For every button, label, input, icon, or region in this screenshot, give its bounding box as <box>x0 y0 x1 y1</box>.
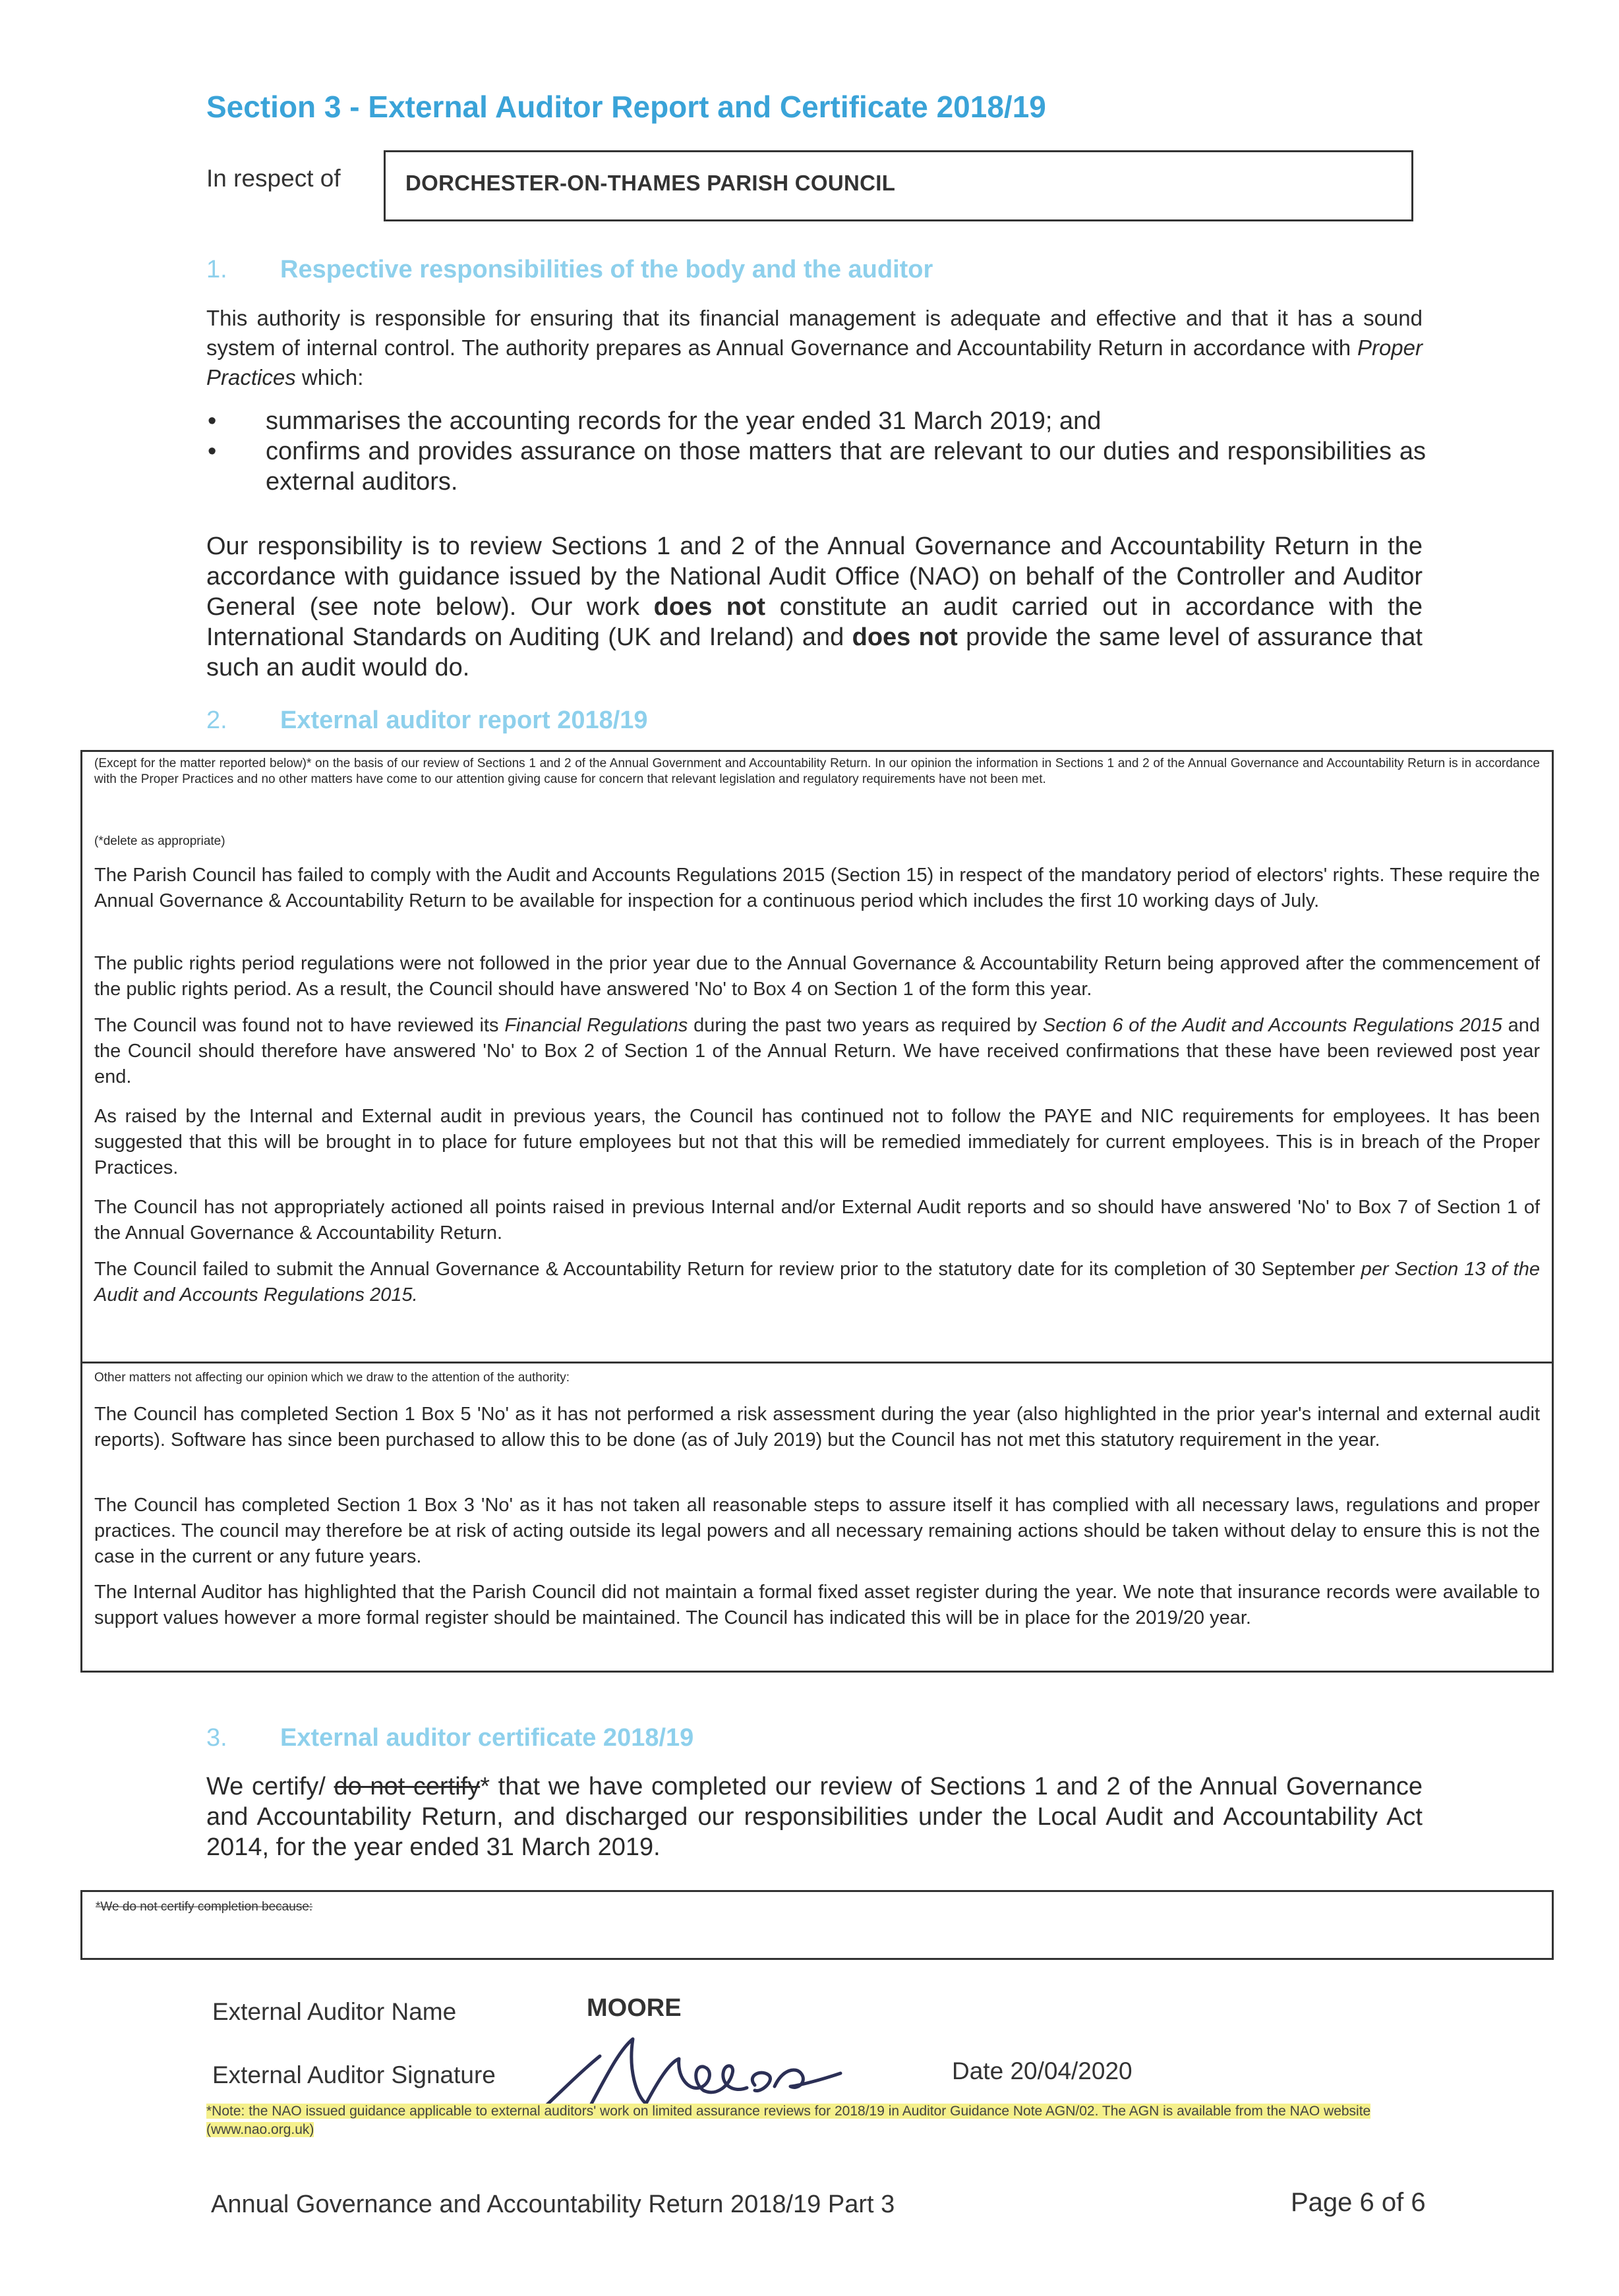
intro-proper-practices: Proper Practices <box>206 335 1423 389</box>
auditor-report-box <box>80 750 1554 1673</box>
report-text: during the past two years as required by <box>688 1015 1043 1036</box>
report-paragraph <box>94 1013 1540 1090</box>
section-1-title: Respective responsibilities of the body and the auditor <box>280 256 933 283</box>
report-divider <box>82 1362 1552 1363</box>
certificate-text-b: * that we have completed our review of Sections 1 and 2 of the Annual Governance and Accountability Return, and discharged our responsibilities under the Local Audit and Accountability Act 2014, for the year ended 31 March 2019. <box>206 1773 1423 1861</box>
bullet-item <box>206 406 1426 436</box>
bullet-text: confirms and provides assurance on those matters that are relevant to our duties and responsibilities as external auditors. <box>266 438 1426 496</box>
responsibility-text-a: Our responsibility is to review Sections 1 and 2 of the Annual Governance and Accountability Return in the accordance with guidance issued by the National Audit Office (NAO) on behalf of the Controller and Auditor General (see note below). Our work <box>206 532 1423 621</box>
certificate-statement <box>206 1771 1423 1862</box>
report-text: The Council was found not to have reviewed its <box>94 1015 505 1036</box>
responsibility-bold-a: does not <box>653 593 766 621</box>
certificate-text-a: We certify/ <box>206 1773 334 1800</box>
intro-text-b: which: <box>295 365 364 389</box>
date-label: Date <box>952 2057 1004 2084</box>
page-number: Page 6 of 6 <box>1291 2188 1426 2217</box>
section-2-number: 2. <box>206 706 227 734</box>
authority-name: DORCHESTER-ON-THAMES PARISH COUNCIL <box>405 171 896 195</box>
auditor-name-label: External Auditor Name <box>212 1998 457 2025</box>
responsibility-text-b: constitute an audit carried out in accordance with the International Standards on Auditing (UK and Ireland) and <box>206 593 1423 651</box>
authority-name-box <box>384 150 1413 221</box>
date-field <box>952 2057 1133 2085</box>
other-matter-paragraph: The Internal Auditor has highlighted that the Parish Council did not maintain a formal fixed asset register during the year. We note that insurance records were available to support values however a more formal register should be maintained. The Council has indicated this will be in place for the 2019/20 year. <box>94 1582 1540 1628</box>
bullet-item <box>206 436 1426 497</box>
certificate-struck-text: do not certify <box>334 1773 481 1800</box>
respect-label: In respect of <box>206 165 341 192</box>
section-2-title: External auditor report 2018/19 <box>280 706 648 734</box>
nao-note-text: *Note: the NAO issued guidance applicable to external auditors' work on limited assurance reviews for 2018/19 in Auditor Guidance Note AGN/02. The AGN is available from the NAO website (www.nao.org.uk) <box>206 2104 1371 2137</box>
other-matter-paragraph: The Council has completed Section 1 Box 3 'No' as it has not taken all reasonable steps to assure itself it has complied with all necessary laws, regulations and proper practices. The council may therefore be at risk of acting outside its legal powers and all necessary remaining actions should be taken without delay to ensure this is not the case in the current or any future years. <box>94 1495 1540 1567</box>
report-paragraph: The Council has not appropriately actioned all points raised in previous Internal and/or External Audit reports and so should have answered 'No' to Box 7 of Section 1 of the Annual Governance & Accountability Return. <box>94 1197 1540 1244</box>
report-paragraph: The Parish Council has failed to comply with the Audit and Accounts Regulations 2015 (Section 15) in respect of the mandatory period of electors' rights. These require the Annual Governance & Accountability Return to be available for inspection for a continuous period which includes the first 10 working days of July. <box>94 865 1540 911</box>
report-text: and the Council should therefore have answered 'No' to Box 2 of Section 1 of the Annual Return. We have received confirmations that these have been reviewed post year end. <box>94 1015 1540 1087</box>
section-1-heading <box>206 256 933 284</box>
section-3-number: 3. <box>206 1724 227 1752</box>
section-3-heading <box>206 1724 693 1752</box>
report-italic: Financial Regulations <box>504 1015 688 1036</box>
responsibility-bold-b: does not <box>852 623 958 651</box>
section-2-heading <box>206 706 648 735</box>
footer-title: Annual Governance and Accountability Return 2018/19 Part 3 <box>211 2191 895 2218</box>
responsibility-paragraph <box>206 531 1423 683</box>
bullet-dot-icon: • <box>208 407 217 435</box>
report-paragraph <box>94 1257 1540 1308</box>
report-paragraph: As raised by the Internal and External audit in previous years, the Council has continued not to follow the PAYE and NIC requirements for employees. It has been suggested that this will be brought in to place for future employees but not that this will be remedied immediately for current employees. This is in breach of the Proper Practices. <box>94 1106 1540 1178</box>
section-1-intro <box>206 303 1423 392</box>
date-value: 20/04/2020 <box>1010 2057 1133 2084</box>
not-certify-box <box>80 1890 1554 1960</box>
bullet-text: summarises the accounting records for the year ended 31 March 2019; and <box>266 407 1102 435</box>
intro-text-a: This authority is responsible for ensuring that its financial management is adequate and effective and that it has a sound system of internal control. The authority prepares as Annual Governance and Accountability Return in accordance with <box>206 306 1423 360</box>
section-1-bullets <box>206 406 1426 497</box>
responsibility-text-c: provide the same level of assurance that such an audit would do. <box>206 623 1423 681</box>
report-italic: Section 6 of the Audit and Accounts Regulations 2015 <box>1042 1015 1502 1036</box>
auditor-name: MOORE <box>587 1994 682 2022</box>
other-matters-label: Other matters not affecting our opinion which we draw to the attention of the authority: <box>94 1371 570 1385</box>
section-3-title: External auditor certificate 2018/19 <box>280 1724 694 1752</box>
other-matter-paragraph: The Council has completed Section 1 Box 5 'No' as it has not performed a risk assessment during the year (also highlighted in the prior year's internal and external audit reports). Software has since been purchased to allow this to be done (as of July 2019) but the Council has not met this statutory requirement in the year. <box>94 1404 1540 1450</box>
delete-note: (*delete as appropriate) <box>94 834 225 848</box>
report-text: The Council failed to submit the Annual Governance & Accountability Return for review prior to the statutory date for its completion of 30 September <box>94 1259 1361 1280</box>
report-paragraph: The public rights period regulations were not followed in the prior year due to the Annual Governance & Accountability Return being approved after the commencement of the public rights period. As a result, the Council should have answered 'No' to Box 4 on Section 1 of the form this year. <box>94 953 1540 1000</box>
opinion-statement: (Except for the matter reported below)* on the basis of our review of Sections 1 and 2 of the Annual Government and Accountability Return. In our opinion the information in Sections 1 and 2 of the Annual Governance and Accountability Return is in accordance with the Proper Practices and no other matters have come to our attention giving cause for concern that relevant legislation and regulatory requirements have not been met. <box>94 757 1540 786</box>
section-1-number: 1. <box>206 256 227 283</box>
nao-note <box>206 2102 1432 2139</box>
not-certify-text: *We do not certify completion because: <box>96 1900 313 1914</box>
bullet-dot-icon: • <box>208 438 217 465</box>
report-italic: per Section 13 of the Audit and Accounts Regulations 2015. <box>94 1259 1540 1306</box>
auditor-signature-label: External Auditor Signature <box>212 2061 496 2088</box>
section-title: Section 3 - External Auditor Report and Certificate 2018/19 <box>206 90 1046 124</box>
